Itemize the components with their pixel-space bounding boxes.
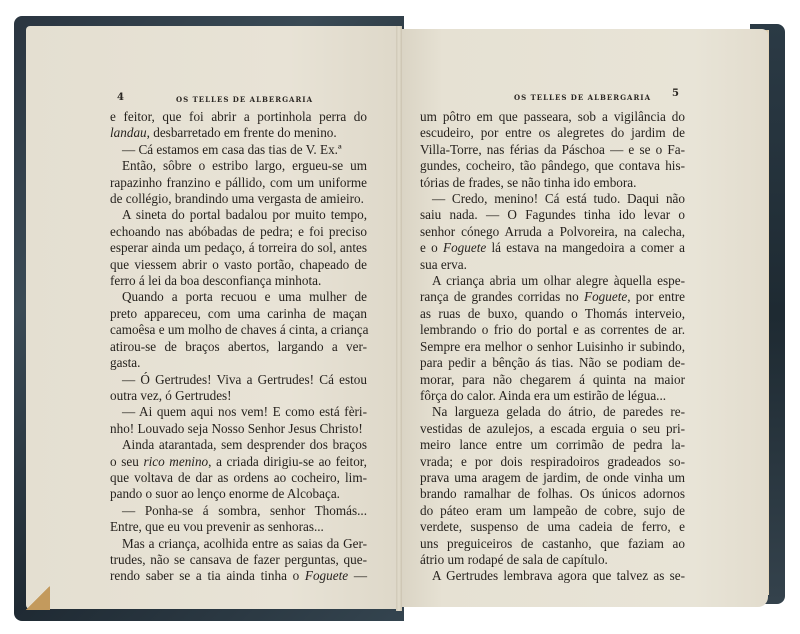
text-line: — Ai quem aqui nos vem! E como está fèri- bbox=[122, 404, 367, 420]
text-line: vrada; e por dois respiradoiros gradeados so- bbox=[420, 453, 685, 469]
text-line: sua erva. bbox=[420, 256, 467, 272]
text-line: Sempre era melhor o senhor Luisinho ir subindo, bbox=[420, 338, 685, 354]
text-line: fôrça do calor. Ainda era um estirão de légua... bbox=[420, 387, 667, 403]
text-line: Então, sôbre o estribo largo, ergueu-se um bbox=[122, 158, 367, 174]
text-line: gasta. bbox=[110, 355, 141, 371]
running-header-right: OS TELLES DE ALBERGARIA bbox=[514, 93, 652, 102]
text-line: — Cá estamos em casa das tias de V. Ex.ª bbox=[122, 141, 342, 157]
text-line: — Ponha-se á sombra, senhor Thomás... bbox=[122, 502, 367, 518]
text-line: meiro lance entre um corrimão de pedra la- bbox=[420, 437, 685, 453]
text-line: o seu rico menino, a criada dirigiu-se ao feitor, bbox=[110, 453, 367, 469]
text-line: brando ramalhar de folhas. Os únicos adornos bbox=[420, 486, 685, 502]
running-header-left: OS TELLES DE ALBERGARIA bbox=[176, 95, 314, 104]
text-line: gundes, cocheiro, tão pândego, que contava his- bbox=[420, 158, 685, 174]
text-line: camoêsa e um molho de chaves á cinta, a criança bbox=[110, 322, 369, 338]
page-corner-stain bbox=[26, 586, 50, 610]
text-line: rapazinho franzino e pállido, com um uniforme bbox=[110, 174, 367, 190]
text-line: e feitor, que foi abrir a portinhola perra do bbox=[110, 109, 367, 124]
text-line: átrio um rodapé de sala de capítulo. bbox=[420, 551, 608, 567]
text-line: do páteo eram um lampeão de cobre, sujo de bbox=[420, 502, 685, 518]
text-line: e o Foguete lá estava na mangedoira a comer a bbox=[420, 240, 685, 256]
text-line: esperar ainda um pedaço, á torreira do sol, antes bbox=[110, 240, 367, 256]
text-line: que voltava de dar as ordens ao cocheiro, lim- bbox=[110, 469, 367, 485]
book-gutter bbox=[396, 26, 402, 611]
text-line: rança de grandes corridas no Foguete, por entre bbox=[420, 289, 686, 305]
text-line: trudes, não se cansava de fazer perguntas, que- bbox=[110, 551, 367, 567]
text-line: saiu nada. — O Fagundes tinha ido levar o bbox=[420, 207, 685, 223]
text-line: landau, desbarretado em frente do menino. bbox=[110, 125, 337, 141]
text-line: verdete, suspenso de uma cadeia de ferro, e bbox=[420, 519, 685, 535]
text-line: atirou-se de braços abertos, largando a ver- bbox=[110, 338, 367, 354]
text-line: Quando a porta recuou e uma mulher de bbox=[122, 289, 367, 305]
page-number-left: 4 bbox=[117, 92, 124, 103]
text-line: ferro á lei da boa desconfiança minhota. bbox=[110, 273, 322, 289]
text-line: lembrando o frio do portal e as correntes de ar. bbox=[420, 322, 685, 338]
text-line: prava uma aragem de jardim, de onde vinha um bbox=[420, 469, 685, 485]
text-line: preto appareceu, com uma carinha de maçan bbox=[110, 305, 367, 321]
text-line: outra vez, ó Gertrudes! bbox=[110, 387, 232, 403]
text-line: de collégio, brandindo uma vergasta de amieiro. bbox=[110, 191, 364, 207]
text-line: Na largueza gelada do átrio, de paredes re- bbox=[432, 404, 685, 420]
text-line: escudeiro, por entre os alegretes do jardim de bbox=[420, 125, 685, 141]
text-line: Villa-Torre, nas férias da Páschoa — e se o Fa- bbox=[420, 141, 685, 157]
text-line: um pôtro em que passeara, sob a vigilância do bbox=[420, 109, 685, 124]
text-line: que viessem abrir o vasto portão, chapeado de bbox=[110, 256, 367, 272]
text-line: Entre, que eu vou prevenir as senhoras... bbox=[110, 519, 324, 535]
text-line: tórias de frades, se não tinha ido embora. bbox=[420, 174, 637, 190]
text-line: as ruas de buxo, quando o Thomás interveio, bbox=[420, 305, 685, 321]
text-line: Mas a criança, acolhida entre as saias da Ger- bbox=[122, 535, 367, 551]
text-line: A criança abria um olhar alegre àquella espe- bbox=[432, 273, 685, 289]
text-line: senhor cónego Arruda a Polvoreira, na calecha, bbox=[420, 223, 685, 239]
text-line: rendo saber se a tia ainda tinha o Foguete — bbox=[110, 568, 368, 584]
text-line: pando o suor ao lenço enorme de Alcobaça. bbox=[110, 486, 340, 502]
page-number-right: 5 bbox=[672, 88, 679, 99]
text-line: A Gertrudes lembrava agora que talvez as se- bbox=[432, 568, 685, 584]
text-line: uns preguiceiros de castanho, que faziam ao bbox=[420, 535, 685, 551]
text-line: morar, para não chegarem á quinta na maior bbox=[420, 371, 685, 387]
right-page-body bbox=[420, 109, 685, 585]
text-line: Ainda atarantada, sem desprender dos braços bbox=[122, 437, 367, 453]
text-line: nho! Louvado seja Nosso Senhor Jesus Christo! bbox=[110, 420, 363, 436]
text-line: A sineta do portal badalou por muito tempo, bbox=[122, 207, 367, 223]
text-line: — Credo, menino! Cá está tudo. Daqui não bbox=[432, 191, 685, 207]
left-page-body bbox=[110, 109, 367, 585]
text-line: echoando nas abóbadas de pedra; e foi preciso bbox=[110, 223, 367, 239]
text-line: para pedir a bênção ás tias. Não se podiam de- bbox=[420, 355, 685, 371]
text-line: — Ó Gertrudes! Viva a Gertrudes! Cá estou bbox=[122, 371, 367, 387]
text-line: vestidas de azulejos, a escada erguia o seu pri- bbox=[420, 420, 685, 436]
